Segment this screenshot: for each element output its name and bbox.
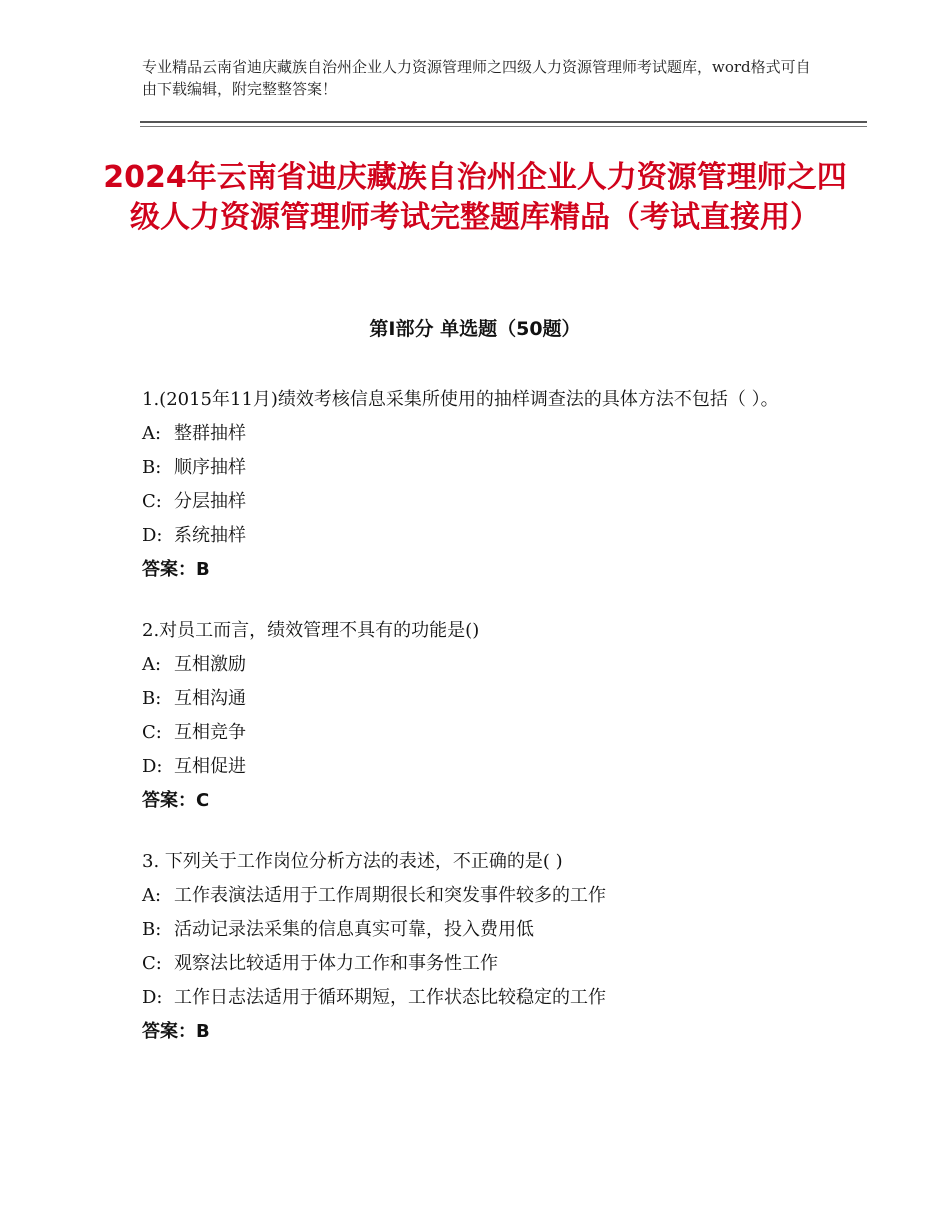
header-note: 专业精品云南省迪庆藏族自治州企业人力资源管理师之四级人力资源管理师考试题库，word格式可自由下载编辑，附完整整答案！ — [142, 58, 811, 98]
option-a — [142, 648, 822, 682]
option-text: 顺序抽样 — [174, 457, 246, 478]
option-text: 活动记录法采集的信息真实可靠，投入费用低 — [174, 919, 534, 940]
option-c — [142, 947, 822, 981]
option-b — [142, 451, 822, 485]
question-1 — [142, 383, 822, 587]
option-text: 互相促进 — [174, 756, 246, 777]
question-list — [142, 383, 822, 1076]
option-letter: B: — [142, 919, 162, 940]
option-text: 分层抽样 — [174, 491, 246, 512]
option-letter: C: — [142, 722, 162, 743]
option-d — [142, 519, 822, 553]
question-2 — [142, 614, 822, 818]
header-rule-thin — [140, 126, 867, 127]
option-c — [142, 485, 822, 519]
option-b — [142, 682, 822, 716]
option-letter: D: — [142, 525, 163, 546]
option-c — [142, 716, 822, 750]
option-letter: A: — [142, 423, 162, 444]
document-title: 2024年云南省迪庆藏族自治州企业人力资源管理师之四级人力资源管理师考试完整题库精品（考试直接用） — [103, 160, 847, 235]
option-text: 整群抽样 — [174, 423, 246, 444]
option-text: 工作日志法适用于循环期短，工作状态比较稳定的工作 — [174, 987, 606, 1008]
option-letter: C: — [142, 491, 162, 512]
option-text: 互相竞争 — [174, 722, 246, 743]
option-letter: A: — [142, 885, 162, 906]
answer-line: 答案：C — [142, 790, 210, 811]
option-text: 互相沟通 — [174, 688, 246, 709]
question-stem: 2.对员工而言，绩效管理不具有的功能是() — [142, 620, 480, 641]
option-a — [142, 879, 822, 913]
option-letter: A: — [142, 654, 162, 675]
header-rule-thick — [140, 121, 867, 123]
option-letter: D: — [142, 756, 163, 777]
option-text: 观察法比较适用于体力工作和事务性工作 — [174, 953, 498, 974]
option-b — [142, 913, 822, 947]
question-3 — [142, 845, 822, 1049]
section-title: 第Ⅰ部分 单选题（50题） — [369, 318, 581, 340]
answer-line: 答案：B — [142, 559, 210, 580]
option-text: 系统抽样 — [174, 525, 246, 546]
option-text: 互相激励 — [174, 654, 246, 675]
answer-line: 答案：B — [142, 1021, 210, 1042]
option-d — [142, 750, 822, 784]
option-a — [142, 417, 822, 451]
option-letter: D: — [142, 987, 163, 1008]
question-stem: 1.(2015年11月)绩效考核信息采集所使用的抽样调查法的具体方法不包括（ ）。 — [142, 389, 779, 410]
question-stem: 3. 下列关于工作岗位分析方法的表述，不正确的是( ) — [142, 851, 563, 872]
option-letter: B: — [142, 457, 162, 478]
option-d — [142, 981, 822, 1015]
option-text: 工作表演法适用于工作周期很长和突发事件较多的工作 — [174, 885, 606, 906]
option-letter: C: — [142, 953, 162, 974]
option-letter: B: — [142, 688, 162, 709]
